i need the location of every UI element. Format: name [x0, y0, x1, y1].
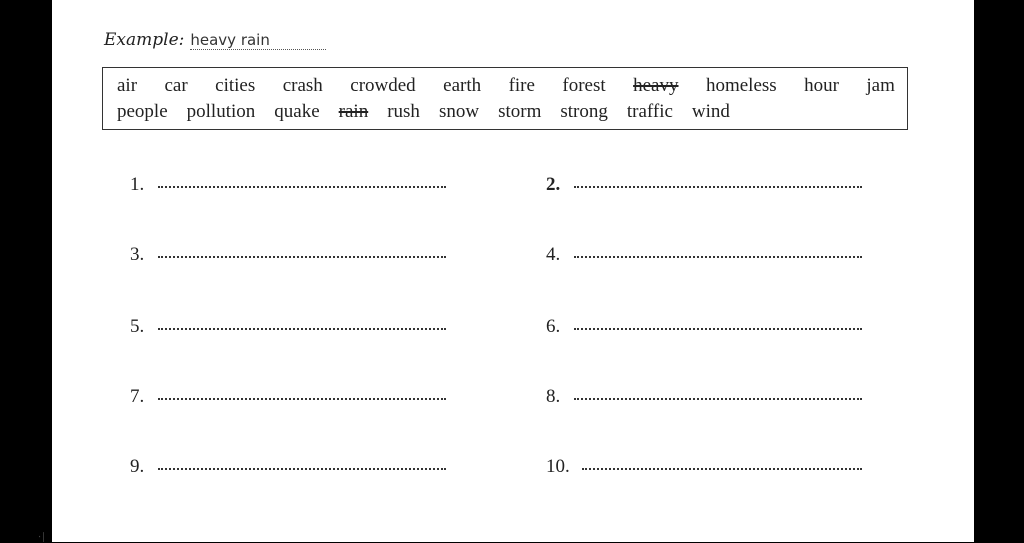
word-bank-word: cities [215, 75, 256, 96]
answer-blank[interactable] [574, 397, 862, 400]
word-bank-word: rush [387, 101, 420, 122]
answer-blank[interactable] [158, 467, 446, 470]
word-bank-word: earth [443, 75, 482, 96]
word-bank-word: rain [338, 101, 369, 122]
word-bank [102, 67, 908, 130]
word-bank-word: snow [438, 101, 480, 122]
word-bank-word: forest [562, 75, 606, 96]
word-bank-row-1 [117, 73, 895, 99]
answer-blank[interactable] [158, 397, 446, 400]
word-bank-row-2 [117, 99, 895, 125]
answer-item [130, 386, 446, 408]
word-bank-word: crash [282, 75, 323, 96]
worksheet-page [52, 0, 974, 542]
example-answer: heavy rain [190, 31, 325, 50]
word-bank-word: wind [691, 101, 730, 122]
answer-blank[interactable] [574, 327, 862, 330]
answer-item [130, 244, 446, 266]
word-bank-word: air [117, 75, 138, 96]
item-number: 3. [130, 244, 145, 265]
answer-blank[interactable] [574, 185, 862, 188]
item-number: 4. [546, 244, 561, 265]
item-number: 7. [130, 386, 145, 407]
page-corner-mark: ⋅∣ [38, 532, 47, 543]
word-bank-word: crowded [350, 75, 416, 96]
answer-blank[interactable] [158, 185, 446, 188]
answer-item [546, 244, 862, 266]
word-bank-word: traffic [626, 101, 673, 122]
answer-blank[interactable] [582, 467, 862, 470]
item-number: 5. [130, 316, 145, 337]
item-number: 1. [130, 174, 145, 195]
item-number: 8. [546, 386, 561, 407]
item-number: 6. [546, 316, 561, 337]
word-bank-word: quake [274, 101, 320, 122]
answer-blank[interactable] [574, 255, 862, 258]
item-number: 10. [546, 456, 570, 477]
example-label: Example: [104, 30, 185, 50]
word-bank-word: heavy [633, 75, 679, 96]
answer-item [130, 456, 446, 478]
word-bank-word: fire [508, 75, 535, 96]
example-line [104, 30, 326, 50]
answer-item [546, 174, 862, 196]
item-number: 2. [546, 174, 561, 195]
item-number: 9. [130, 456, 145, 477]
answer-item [130, 316, 446, 338]
word-bank-word: people [117, 101, 168, 122]
word-bank-word: jam [866, 75, 895, 96]
word-bank-word: storm [498, 101, 542, 122]
word-bank-word: pollution [186, 101, 256, 122]
word-bank-word: homeless [705, 75, 777, 96]
answer-item [546, 386, 862, 408]
word-bank-word: car [164, 75, 188, 96]
answer-item [130, 174, 446, 196]
word-bank-word: strong [560, 101, 608, 122]
answer-item [546, 456, 862, 478]
answer-blank[interactable] [158, 327, 446, 330]
answer-item [546, 316, 862, 338]
word-bank-word: hour [804, 75, 839, 96]
answer-blank[interactable] [158, 255, 446, 258]
